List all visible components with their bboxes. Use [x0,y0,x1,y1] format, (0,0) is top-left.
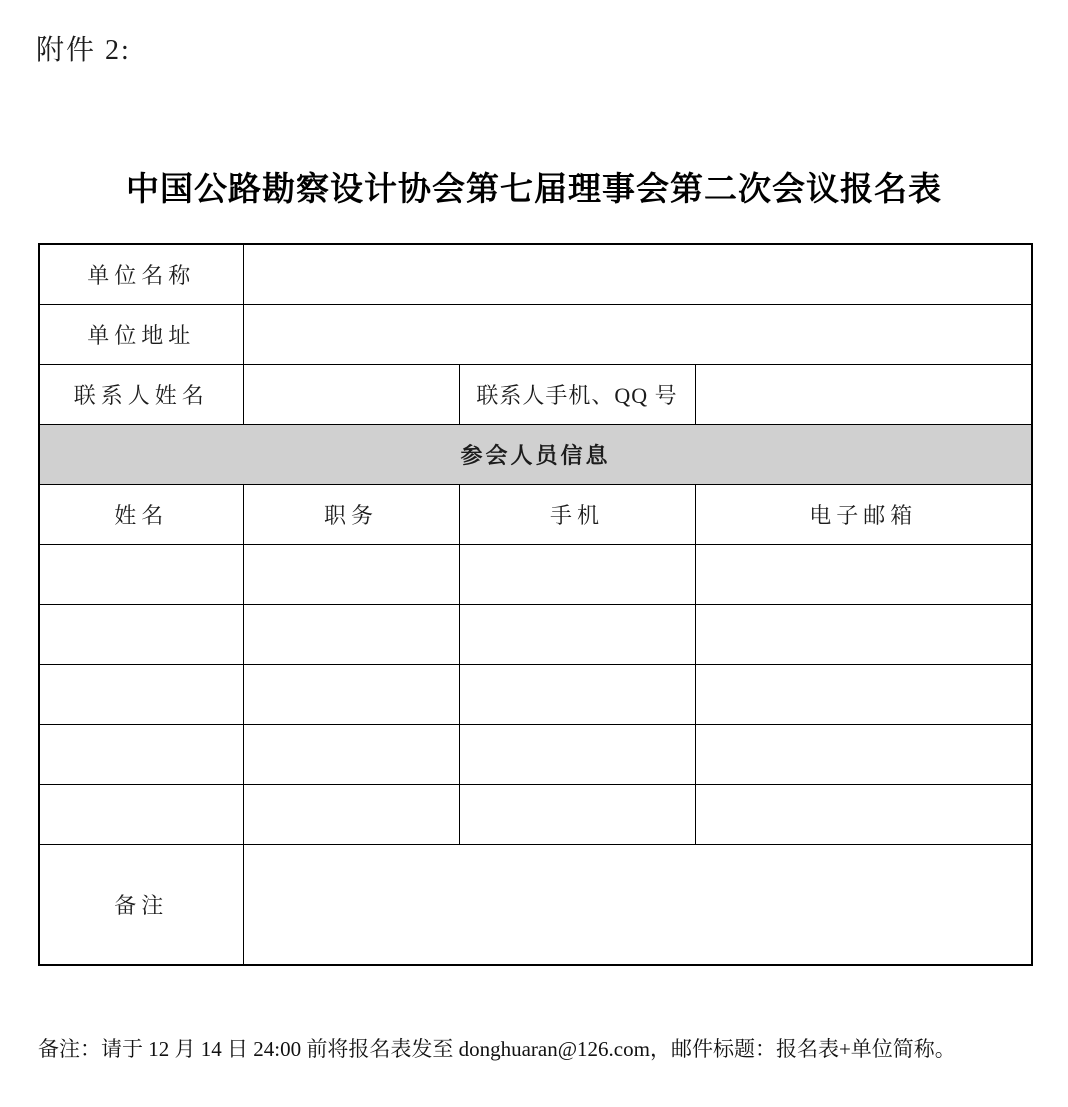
col-header-email: 电子邮箱 [695,484,1032,544]
participant-cell[interactable] [243,664,459,724]
participant-cell[interactable] [243,784,459,844]
unit-name-label: 单位名称 [39,244,243,304]
participant-cell[interactable] [459,664,695,724]
unit-name-input-cell[interactable] [243,244,1032,304]
participants-section-row [39,424,1032,484]
participant-cell[interactable] [459,724,695,784]
registration-form-table [38,243,1033,966]
participant-row [39,544,1032,604]
unit-address-label: 单位地址 [39,304,243,364]
participant-row [39,724,1032,784]
contact-name-label: 联系人姓名 [39,364,243,424]
participant-cell[interactable] [459,544,695,604]
participant-cell[interactable] [243,724,459,784]
participants-body [39,544,1032,844]
contact-name-input-cell[interactable] [243,364,459,424]
remarks-label: 备注 [39,844,243,965]
participants-section-header: 参会人员信息 [39,424,1032,484]
participants-header-row [39,484,1032,544]
participant-cell[interactable] [243,544,459,604]
participant-row [39,664,1032,724]
col-header-name: 姓名 [39,484,243,544]
participant-row [39,784,1032,844]
contact-phone-qq-input-cell[interactable] [695,364,1032,424]
participant-cell[interactable] [243,604,459,664]
participant-cell[interactable] [39,724,243,784]
col-header-mobile: 手机 [459,484,695,544]
participant-cell[interactable] [695,724,1032,784]
participant-cell[interactable] [39,544,243,604]
unit-name-row [39,244,1032,304]
participant-cell[interactable] [459,784,695,844]
participant-cell[interactable] [695,664,1032,724]
footer-note: 备注：请于 12 月 14 日 24:00 前将报名表发至 donghuaran@126.com，邮件标题：报名表+单位简称。 [38,1037,956,1061]
unit-address-row [39,304,1032,364]
col-header-position: 职务 [243,484,459,544]
participant-cell[interactable] [39,604,243,664]
page-title: 中国公路勘察设计协会第七届理事会第二次会议报名表 [126,170,942,207]
attachment-label: 附件 2: [36,35,131,66]
contact-phone-qq-label: 联系人手机、QQ 号 [459,364,695,424]
participant-cell[interactable] [39,784,243,844]
participant-cell[interactable] [39,664,243,724]
participant-cell[interactable] [695,544,1032,604]
contact-row [39,364,1032,424]
remarks-row [39,844,1032,965]
participant-cell[interactable] [695,604,1032,664]
participant-cell[interactable] [459,604,695,664]
participant-cell[interactable] [695,784,1032,844]
participant-row [39,604,1032,664]
unit-address-input-cell[interactable] [243,304,1032,364]
remarks-input-cell[interactable] [243,844,1032,965]
